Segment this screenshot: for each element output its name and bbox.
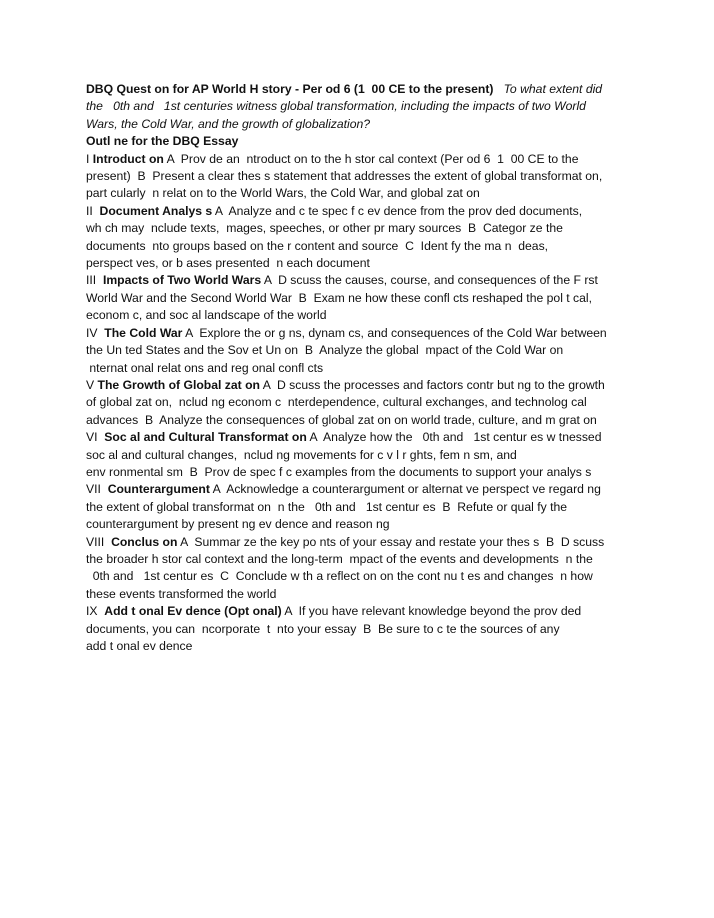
document-page <box>86 81 646 655</box>
section-7-line-3: counterargument by present ng ev dence and reason ng <box>86 517 390 532</box>
section-5-line-1 <box>86 377 646 394</box>
section-3-line-2: World War and the Second World War B Exam ne how these confl cts reshaped the pol t cal, <box>86 290 593 305</box>
section-7-line-2: the extent of global transformat on n the 0th and 1st centur es B Refute or qual fy the <box>86 499 568 514</box>
section-4-line-3: nternat onal relat ons and reg onal confl cts <box>86 360 324 375</box>
section-number: IX <box>86 604 105 619</box>
section-number: II <box>86 203 100 218</box>
title-line <box>86 81 646 98</box>
section-number: VI <box>86 430 105 445</box>
section-2-line-3: documents nto groups based on the r content and source C Ident fy the ma n deas, <box>86 238 549 253</box>
section-number: VIII <box>86 534 112 549</box>
section-6-line-1 <box>86 429 646 446</box>
section-6-line-2: soc al and cultural changes, nclud ng movements for c v l r ghts, fem n sm, and <box>86 447 517 462</box>
section-text: A D scuss the causes, course, and consequences of the F rst <box>261 273 598 288</box>
section-7-line-1 <box>86 481 646 498</box>
section-9-line-2: documents, you can ncorporate t nto your essay B Be sure to c te the sources of any <box>86 621 560 636</box>
section-8-line-3: 0th and 1st centur es C Conclude w th a reflect on on the cont nu t es and changes n how <box>86 569 593 584</box>
section-heading: Impacts of Two World Wars <box>102 273 262 288</box>
section-text: A Acknowledge a counterargument or alternat ve perspect ve regard ng <box>209 482 601 497</box>
section-text: A Summar ze the key po nts of your essay and restate your thes s B D scuss <box>177 534 605 549</box>
section-9-line-3: add t onal ev dence <box>86 639 193 653</box>
section-6-line-3: env ronmental sm B Prov de spec f c examples from the documents to support your analys s <box>86 464 592 479</box>
section-heading: Document Analys s <box>99 203 213 218</box>
section-5-line-2: of global zat on, nclud ng econom c nterdependence, cultural exchanges, and technolog cal <box>86 395 587 410</box>
question-text-3: Wars, the Cold War, and the growth of globalization? <box>86 116 371 131</box>
section-text: A Explore the or g ns, dynam cs, and consequences of the Cold War between <box>182 325 607 340</box>
section-heading: Introduct on <box>92 151 164 166</box>
section-2-line-2: wh ch may nclude texts, mages, speeches, or other pr mary sources B Categor ze the <box>86 221 563 236</box>
section-text: A Analyze and c te spec f c ev dence from the prov ded documents, <box>212 203 583 218</box>
section-heading: The Cold War <box>104 325 183 340</box>
section-2-line-4: perspect ves, or b ases presented n each document <box>86 256 370 271</box>
section-number: III <box>86 273 103 288</box>
section-9-line-1 <box>86 603 646 620</box>
section-8-line-4: these events transformed the world <box>86 586 277 601</box>
section-heading: The Growth of Global zat on <box>97 377 261 392</box>
question-text-2: the 0th and 1st centuries witness global transformation, including the impacts of two World <box>86 99 586 114</box>
section-1-line-3: part cularly n relat on to the World Wars, the Cold War, and global zat on <box>86 186 480 201</box>
section-3-line-1 <box>86 272 646 289</box>
section-3-line-3: econom c, and soc al landscape of the world <box>86 308 327 323</box>
section-number: V <box>86 377 98 392</box>
section-heading: Counterargument <box>107 482 210 497</box>
section-4-line-2: the Un ted States and the Sov et Un on B Analyze the global mpact of the Cold War on <box>86 343 564 358</box>
section-1-line-1 <box>86 151 646 168</box>
section-number: I <box>86 151 93 166</box>
section-8-line-2: the broader h stor cal context and the long-term mpact of the events and developments n the <box>86 551 593 566</box>
section-5-line-3: advances B Analyze the consequences of global zat on on world trade, culture, and m grat on <box>86 412 597 427</box>
section-2-line-1 <box>86 203 646 220</box>
document-title: DBQ Quest on for AP World H story - Per od 6 (1 00 CE to the present) <box>86 82 494 96</box>
question-text-1: To what extent did <box>503 82 603 96</box>
section-text: A If you have relevant knowledge beyond the prov ded <box>281 604 582 619</box>
section-1-line-2: present) B Present a clear thes s statement that addresses the extent of global transformat on, <box>86 169 603 184</box>
section-4-line-1 <box>86 325 646 342</box>
section-heading: Add t onal Ev dence (Opt onal) <box>104 604 282 619</box>
section-number: IV <box>86 325 105 340</box>
section-text: A Prov de an ntroduct on to the h stor cal context (Per od 6 1 00 CE to the <box>163 151 579 166</box>
section-text: A D scuss the processes and factors contr but ng to the growth <box>260 377 605 392</box>
outline-heading: Outl ne for the DBQ Essay <box>86 134 239 149</box>
section-text: A Analyze how the 0th and 1st centur es w tnessed <box>306 430 602 445</box>
section-number: VII <box>86 482 108 497</box>
section-heading: Conclus on <box>111 534 178 549</box>
section-8-line-1 <box>86 534 646 551</box>
section-heading: Soc al and Cultural Transformat on <box>104 430 307 445</box>
